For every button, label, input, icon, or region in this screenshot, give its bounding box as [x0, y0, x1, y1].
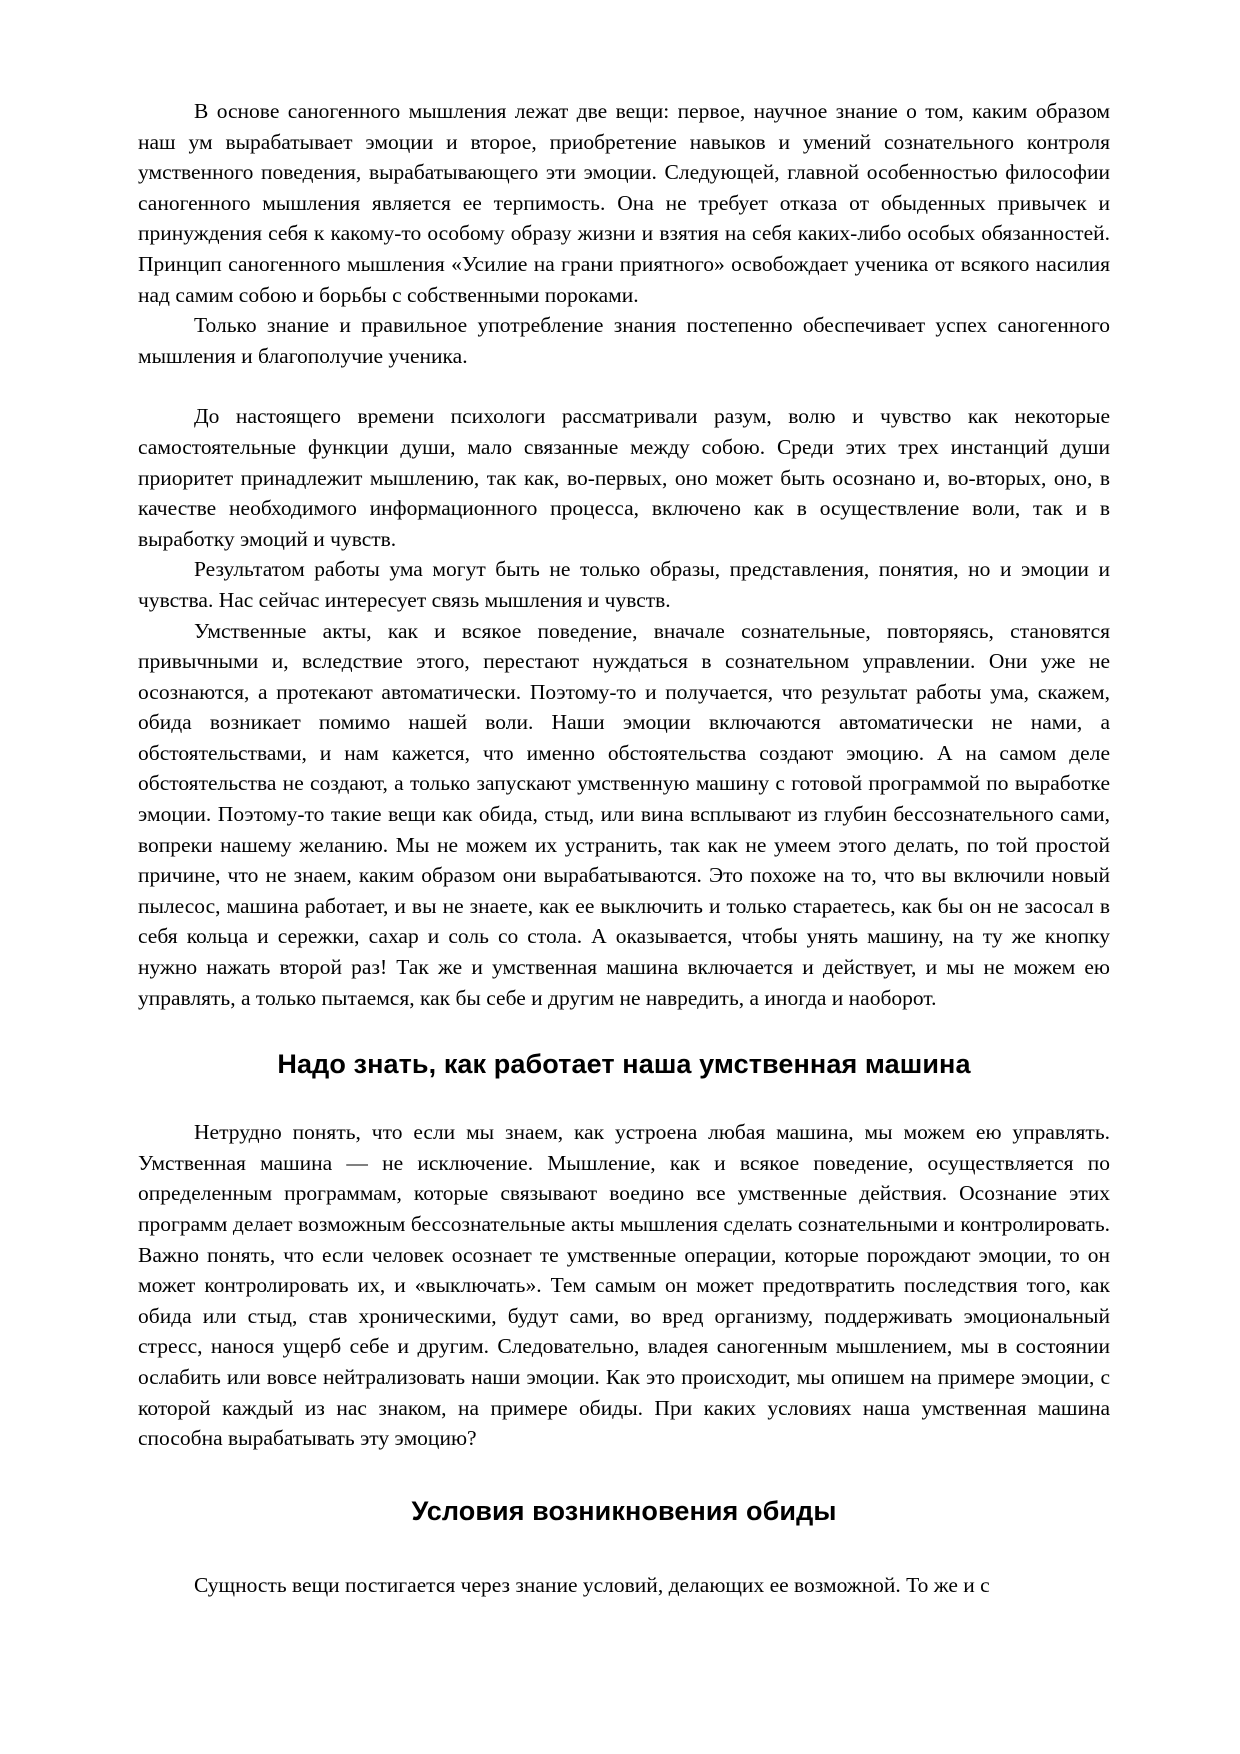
paragraph-2: Только знание и правильное употребление знания постепенно обеспечивает успех саногенного мышления и благополучие ученика. — [138, 313, 1110, 368]
paragraph-3: До настоящего времени психологи рассматривали разум, волю и чувство как некоторые самостоятельные функции души, мало связанные между собою. Среди этих трех инстанций души приоритет принадлежит мышлению, так как, во-первых, оно может быть осознано и, во-вторых, оно, в качестве необходимого информационного процесса, включено как в осуществление воли, так и в выработку эмоций и чувств. — [138, 404, 1110, 551]
page-content — [138, 96, 1110, 1600]
heading-2-spacer-bottom — [138, 1528, 1110, 1570]
paragraph-6: Нетрудно понять, что если мы знаем, как устроена любая машина, мы можем ею управлять. Умственная машина — не исключение. Мышление, как и всякое поведение, осуществляется по определенным программам, которые связывают воедино все умственные действия. Осознание этих программ делает возможным бессознательные акты мышления сделать сознательными и контролировать. Важно понять, что если человек осознает те умственные операции, которые порождают эмоции, то он может контролировать их, и «выключать». Тем самым он может предотвратить последствия того, как обида или стыд, став хроническими, будут сами, во вред организму, поддерживать эмоциональный стресс, нанося ущерб себе и другим. Следовательно, владея саногенным мышлением, мы в состоянии ослабить или вовсе нейтрализовать наши эмоции. Как это происходит, мы опишем на примере эмоции, с которой каждый из нас знаком, на примере обиды. При каких условиях наша умственная машина способна вырабатывать эту эмоцию? — [138, 1120, 1110, 1451]
paragraph-7: Сущность вещи постигается через знание условий, делающих ее возможной. То же и с — [194, 1572, 990, 1597]
paragraph-1: В основе саногенного мышления лежат две вещи: первое, научное знание о том, каким образом наш ум вырабатывает эмоции и второе, приобретение навыков и умений сознательного контроля умственного поведения, вырабатывающего эти эмоции. Следующей, главной особенностью философии саногенного мышления является ее терпимость. Она не требует отказа от обыденных привычек и принуждения себя к какому-то особому образу жизни и взятия на себя каких-либо особых обязанностей. Принцип саногенного мышления «Усилие на грани приятного» освобождает ученика от всякого насилия над самим собою и борьбы с собственными пороками. — [138, 99, 1110, 307]
heading-spacer-top — [138, 1013, 1110, 1047]
heading-2-spacer-top — [138, 1454, 1110, 1494]
heading-spacer-bottom — [138, 1081, 1110, 1117]
section-heading-mental-machine: Надо знать, как работает наша умственная машина — [277, 1049, 971, 1080]
paragraph-spacer — [138, 371, 1110, 401]
paragraph-5: Умственные акты, как и всякое поведение, вначале сознательные, повторяясь, становятся привычными и, вследствие этого, перестают нуждаться в сознательном управлении. Они уже не осознаются, а протекают автоматически. Поэтому-то и получается, что результат работы ума, скажем, обида возникает помимо нашей воли. Наши эмоции включаются автоматически не нами, а обстоятельствами, и нам кажется, что именно обстоятельства создают эмоцию. А на самом деле обстоятельства не создают, а только запускают умственную машину с готовой программой по выработке эмоции. Поэтому-то такие вещи как обида, стыд, или вина всплывают из глубин бессознательного сами, вопреки нашему желанию. Мы не можем их устранить, так как не умеем этого делать, по той простой причине, что не знаем, каким образом они вырабатываются. Это похоже на то, что вы включили новый пылесос, машина работает, и вы не знаете, как ее выключить и только стараетесь, как бы он не засосал в себя кольца и сережки, сахар и соль со стола. А оказывается, чтобы унять машину, на ту же кнопку нужно нажать второй раз! Так же и умственная машина включается и действует, и мы не можем ею управлять, а только пытаемся, как бы себе и другим не навредить, а иногда и наоборот. — [138, 618, 1110, 1010]
paragraph-4: Результатом работы ума могут быть не только образы, представления, понятия, но и эмоции и чувства. Нас сейчас интересует связь мышления и чувств. — [138, 557, 1110, 612]
section-heading-offense-conditions: Условия возникновения обиды — [411, 1495, 837, 1526]
